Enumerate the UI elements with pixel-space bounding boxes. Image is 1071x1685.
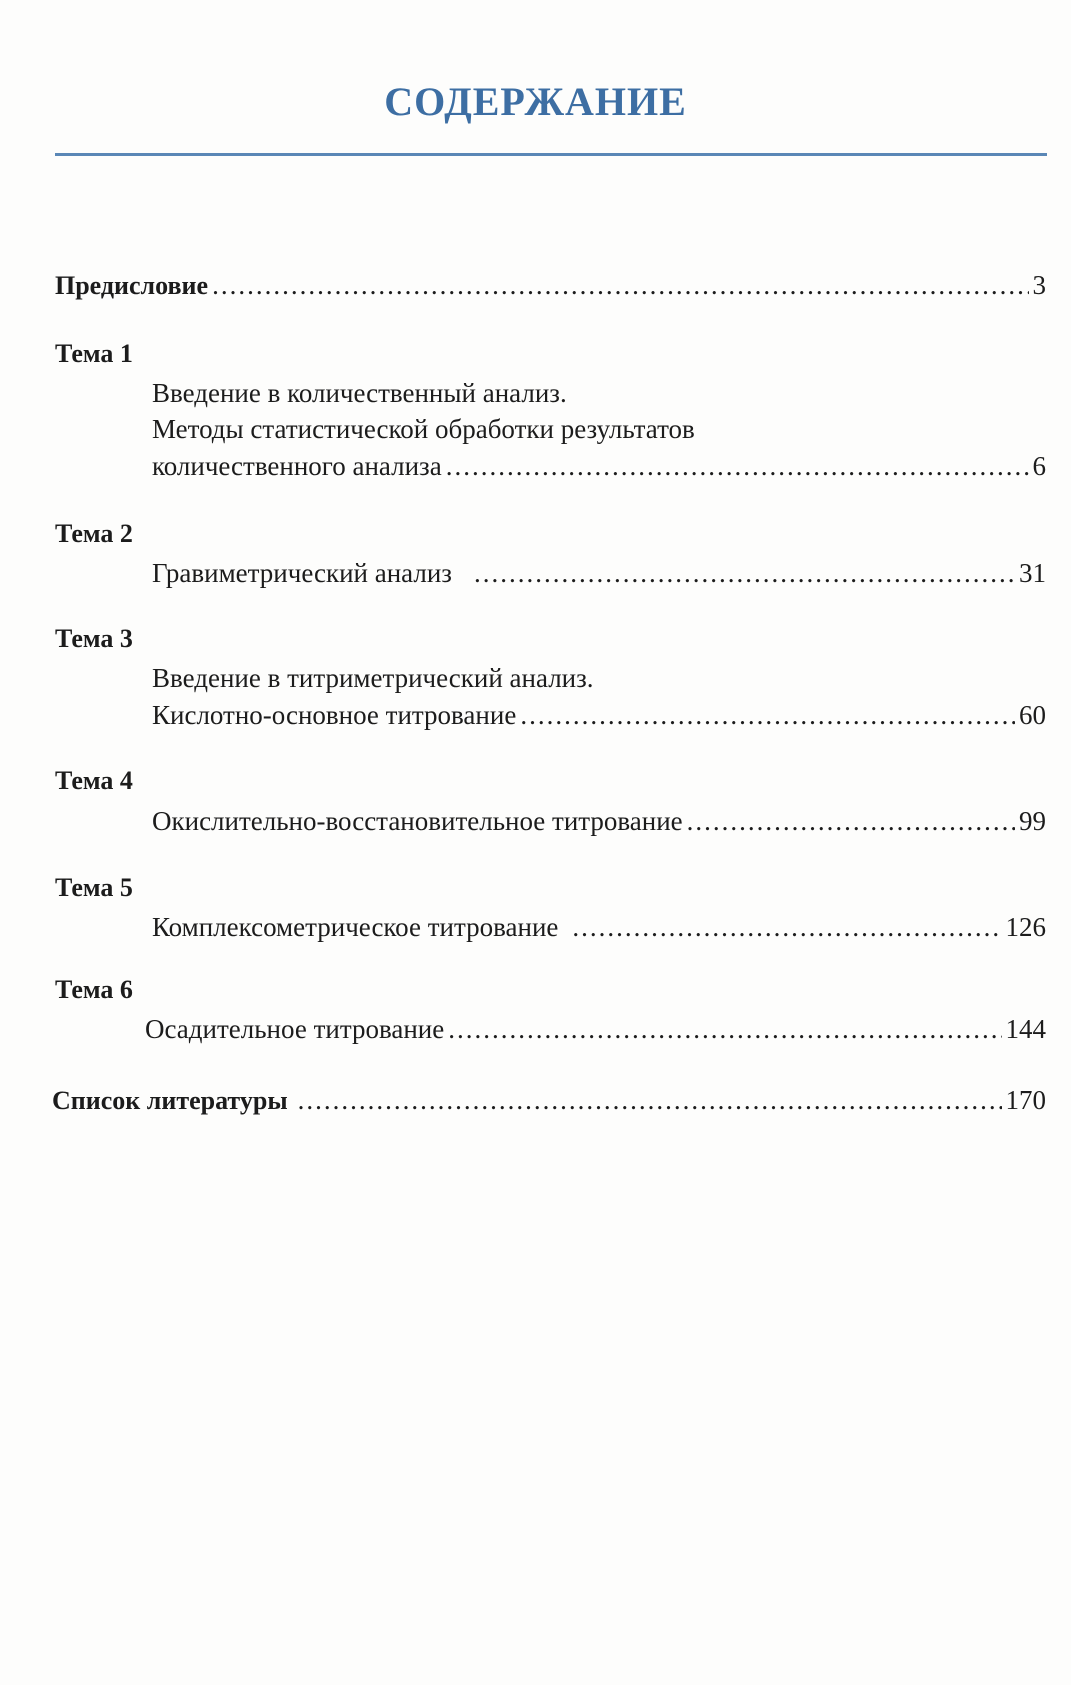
toc-page-number: 170 [1005, 1085, 1046, 1115]
toc-entry-topic6[interactable] [145, 1012, 1046, 1046]
toc-entry-preface[interactable] [55, 268, 1046, 303]
toc-page-number: 60 [1019, 700, 1046, 730]
dot-leader [474, 556, 1015, 590]
toc-entry-topic2[interactable] [152, 556, 1046, 590]
toc-entry-label: Список литературы [52, 1086, 288, 1115]
toc-entry-label: Окислительно-восстановительное титрование [152, 806, 683, 836]
dot-leader [446, 449, 1029, 483]
page-title: СОДЕРЖАНИЕ [384, 79, 687, 124]
toc-entry-references[interactable] [52, 1083, 1046, 1118]
topic-heading-5: Тема 5 [55, 873, 133, 902]
dot-leader [687, 804, 1015, 838]
toc-entry-line: Введение в титриметрический анализ. [152, 663, 594, 693]
toc-page-number: 3 [1032, 270, 1046, 300]
topic-heading-2: Тема 2 [55, 519, 133, 548]
toc-entry-label: Осадительное титрование [145, 1014, 445, 1044]
dot-leader [520, 698, 1015, 732]
topic-heading-1: Тема 1 [55, 339, 133, 368]
toc-entry-line: Методы статистической обработки результатов [152, 414, 695, 444]
toc-entry-label: количественного анализа [152, 451, 442, 481]
toc-entry-label: Комплексометрическое титрование [152, 912, 559, 942]
dot-leader [298, 1083, 1002, 1117]
toc-entry-topic4[interactable] [152, 804, 1046, 838]
toc-page-number: 31 [1019, 558, 1046, 588]
topic-heading-4: Тема 4 [55, 766, 133, 795]
toc-entry-line: Введение в количественный анализ. [152, 378, 567, 408]
title-underline [55, 153, 1047, 156]
dot-leader [448, 1012, 1001, 1046]
toc-page-number: 126 [1005, 912, 1046, 942]
toc-page-number: 99 [1019, 806, 1046, 836]
toc-entry-topic3[interactable] [152, 698, 1046, 732]
toc-entry-label: Предисловие [55, 271, 209, 300]
topic-heading-3: Тема 3 [55, 624, 133, 653]
toc-entry-topic1[interactable] [152, 449, 1046, 483]
topic-heading-6: Тема 6 [55, 975, 133, 1004]
toc-page-number: 6 [1032, 451, 1046, 481]
toc-page-number: 144 [1005, 1014, 1046, 1044]
toc-entry-label: Кислотно-основное титрование [152, 700, 517, 730]
dot-leader [572, 910, 1001, 944]
toc-entry-topic5[interactable] [152, 910, 1046, 944]
dot-leader [212, 268, 1028, 302]
toc-entry-label: Гравиметрический анализ [152, 558, 452, 588]
